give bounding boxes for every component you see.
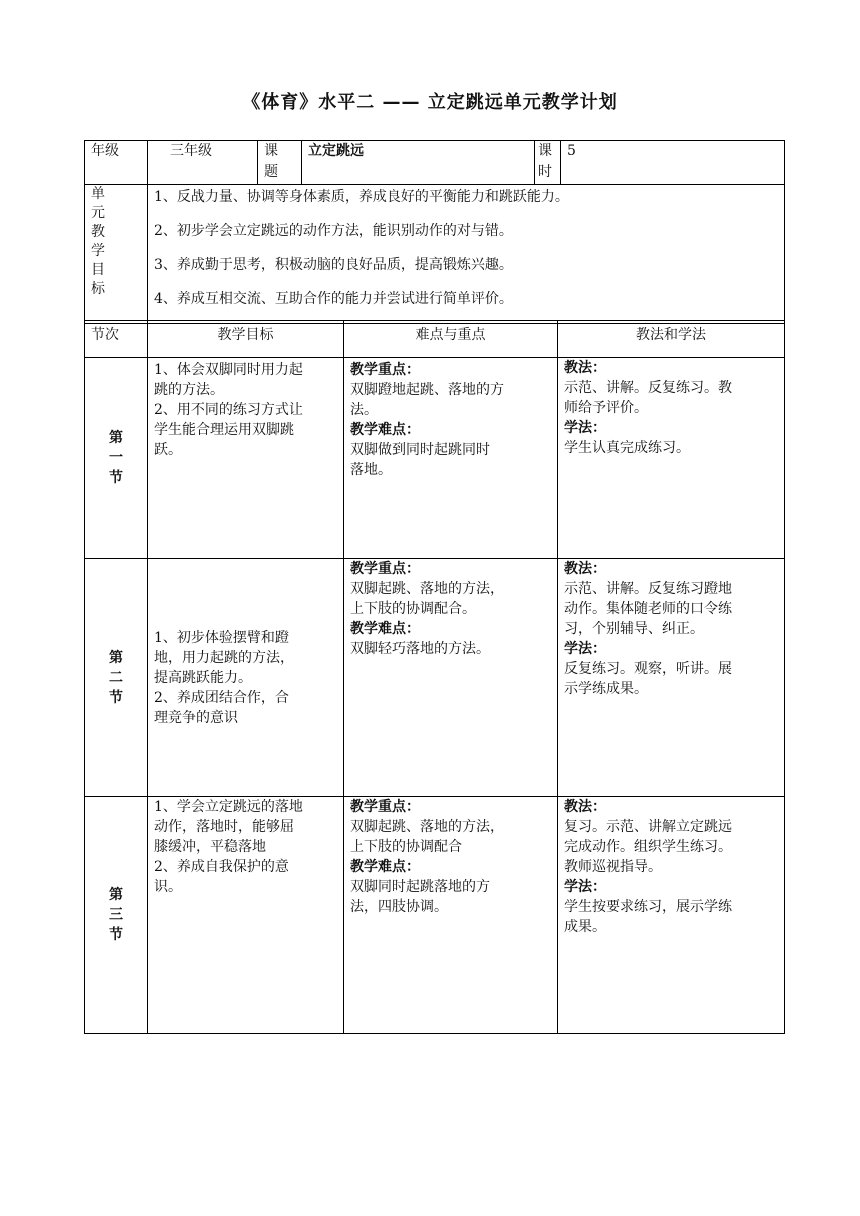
unit-goal-item: 1、反战力量、协调等身体素质，养成良好的平衡能力和跳跃能力。 bbox=[154, 189, 569, 205]
header-section: 节次 bbox=[85, 321, 148, 358]
section-key-points: 教学重点： 双脚起跳、落地的方法， 上下肢的协调配合 教学难点： 双脚同时起跳落地的方 法，四肢协调。 bbox=[344, 797, 558, 1034]
lesson-plan-table bbox=[84, 320, 785, 1034]
plan-header-row bbox=[85, 321, 785, 358]
section-label: 第 二 节 bbox=[85, 559, 148, 797]
info-row bbox=[85, 141, 785, 185]
section-key-points: 教学重点： 双脚蹬地起跳、落地的方 法。 教学难点： 双脚做到同时起跳同时 落地。 bbox=[344, 358, 558, 559]
hours-label: 课 时 bbox=[535, 141, 561, 185]
section-row bbox=[85, 358, 785, 559]
grade-label: 年级 bbox=[85, 141, 148, 185]
unit-goal-item: 2、初步学会立定跳远的动作方法，能识别动作的对与错。 bbox=[154, 223, 513, 239]
unit-goals-label: 单 元 教 学 目 标 bbox=[85, 185, 148, 324]
section-methods: 教法： 复习。示范、讲解立定跳远 完成动作。组织学生练习。 教师巡视指导。 学法： 学生按要求练习，展示学练 成果。 bbox=[558, 797, 785, 1034]
grade-value: 三年级 bbox=[148, 141, 258, 185]
unit-info-table bbox=[84, 140, 785, 324]
unit-goals-row bbox=[85, 185, 785, 324]
section-goals: 1、体会双脚同时用力起 跳的方法。 2、用不同的练习方式让 学生能合理运用双脚跳 跃。 bbox=[148, 358, 344, 559]
topic-label: 课 题 bbox=[258, 141, 302, 185]
unit-goal-item: 3、养成勤于思考，积极动脑的良好品质，提高锻炼兴趣。 bbox=[154, 257, 513, 273]
header-key-points: 难点与重点 bbox=[344, 321, 558, 358]
unit-goal-item: 4、养成互相交流、互助合作的能力并尝试进行简单评价。 bbox=[154, 291, 513, 307]
hours-value: 5 bbox=[561, 141, 785, 185]
section-label: 第 三 节 bbox=[85, 797, 148, 1034]
section-goals: 1、学会立定跳远的落地 动作，落地时，能够屈 膝缓冲，平稳落地 2、养成自我保护的意 识。 bbox=[148, 797, 344, 1034]
unit-goals-list bbox=[148, 185, 785, 324]
section-row bbox=[85, 559, 785, 797]
topic-value: 立定跳远 bbox=[302, 141, 535, 185]
page-title: 《体育》水平二 —— 立定跳远单元教学计划 bbox=[242, 92, 618, 113]
section-goals: 1、初步体验摆臂和蹬 地，用力起跳的方法， 提高跳跃能力。 2、养成团结合作，合 理竞争的意识 bbox=[148, 559, 344, 797]
header-goals: 教学目标 bbox=[148, 321, 344, 358]
section-key-points: 教学重点： 双脚起跳、落地的方法， 上下肢的协调配合。 教学难点： 双脚轻巧落地的方法。 bbox=[344, 559, 558, 797]
section-methods: 教法： 示范、讲解。反复练习。教 师给予评价。 学法： 学生认真完成练习。 bbox=[558, 358, 785, 559]
section-label: 第 一 节 bbox=[85, 358, 148, 559]
section-methods: 教法： 示范、讲解。反复练习蹬地 动作。集体随老师的口令练 习，个别辅导、纠正。 学法： 反复练习。观察，听讲。展 示学练成果。 bbox=[558, 559, 785, 797]
section-row bbox=[85, 797, 785, 1034]
header-methods: 教法和学法 bbox=[558, 321, 785, 358]
